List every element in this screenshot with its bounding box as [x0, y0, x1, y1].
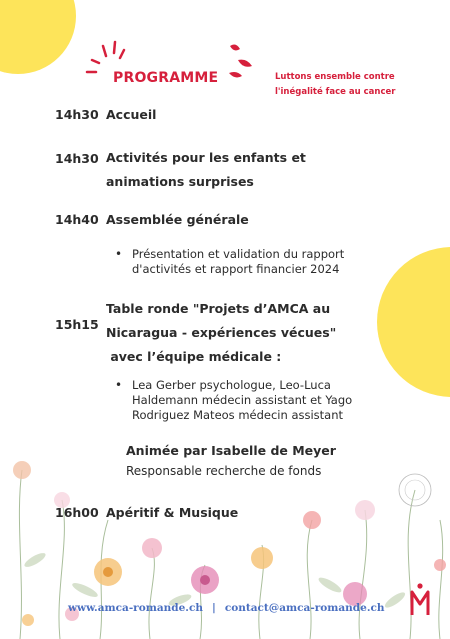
- bullet-text: [132, 378, 432, 423]
- bullet-line: Lea Gerber psychologue, Leo-Luca: [132, 378, 331, 392]
- sun-circle-decoration: [0, 0, 76, 74]
- schedule-title: [106, 146, 306, 194]
- bullet-text: [132, 247, 432, 277]
- sparkle-burst-icon: [87, 42, 124, 72]
- footer-separator: |: [211, 602, 216, 614]
- schedule-title: [106, 208, 249, 232]
- bullet-line: Rodriguez Mateos médecin assistant: [132, 408, 344, 422]
- schedule-time: 15h15: [55, 317, 99, 332]
- email-link[interactable]: contact@amca-romande.ch: [224, 602, 385, 614]
- tagline: [275, 70, 435, 100]
- moderator-role: Responsable recherche de fonds: [126, 464, 322, 478]
- bullet-line: d'activités et rapport financier 2024: [132, 262, 340, 276]
- schedule-title-line: Apéritif & Musique: [106, 505, 239, 520]
- schedule-title: [106, 501, 238, 525]
- schedule-title-line: Accueil: [106, 107, 157, 122]
- schedule-title-line: Assemblée générale: [106, 212, 249, 227]
- schedule-time: 16h00: [55, 505, 99, 520]
- programme-title: PROGRAMME: [113, 70, 219, 86]
- schedule-title: [106, 297, 336, 369]
- schedule-title: [106, 103, 156, 127]
- bullet-marker: •: [115, 378, 123, 392]
- bullet-line: Présentation et validation du rapport: [132, 247, 345, 261]
- footer: [68, 602, 385, 614]
- schedule-time: 14h30: [55, 151, 99, 166]
- tagline-line: Luttons ensemble contre: [275, 72, 395, 82]
- schedule-title-line: animations surprises: [106, 174, 254, 189]
- schedule-time: 14h40: [55, 212, 99, 227]
- tagline-line: l'inégalité face au cancer: [275, 87, 396, 97]
- sparkle-burst-icon: [229, 45, 252, 78]
- bullet-marker: •: [115, 247, 123, 261]
- schedule-title-line: Table ronde "Projets d’AMCA au: [106, 301, 331, 316]
- schedule-title-line: avec l’équipe médicale :: [106, 349, 282, 364]
- amca-logo: [412, 583, 428, 615]
- website-link[interactable]: www.amca-romande.ch: [68, 602, 203, 614]
- schedule-title-line: Activités pour les enfants et: [106, 150, 306, 165]
- schedule-time: 14h30: [55, 107, 99, 122]
- schedule-title-line: Nicaragua - expériences vécues": [106, 325, 337, 340]
- moderator-name: Animée par Isabelle de Meyer: [126, 443, 336, 458]
- bullet-line: Haldemann médecin assistant et Yago: [132, 393, 353, 407]
